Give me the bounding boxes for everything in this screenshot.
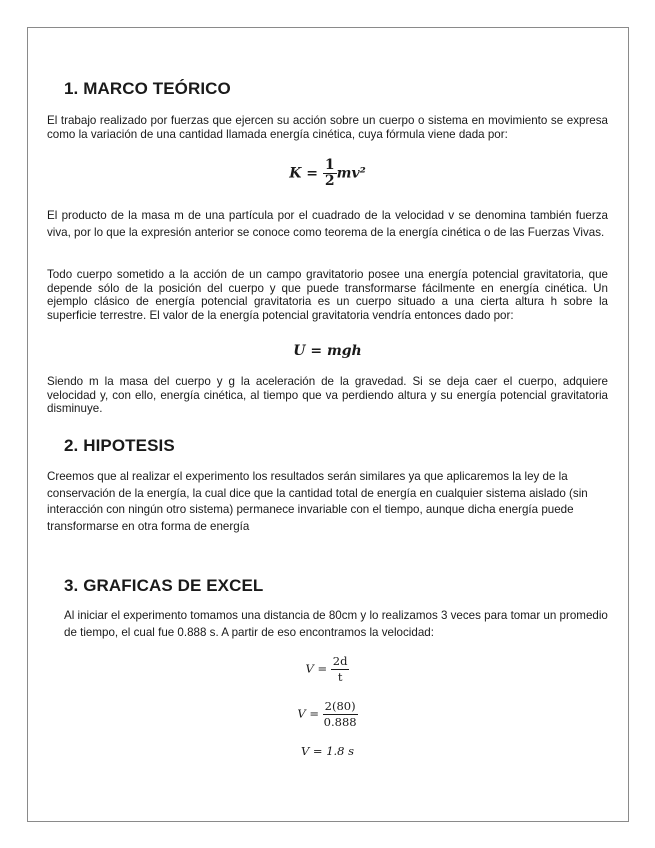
heading-hipotesis: 2. HIPOTESIS	[64, 436, 175, 455]
equation-kinetic-energy	[0, 158, 655, 189]
eq3-lhs: V =	[305, 661, 328, 676]
equation-potential-energy: U = mgh	[293, 343, 362, 359]
paragraph-marco-1: El trabajo realizado por fuerzas que ejercen su acción sobre un cuerpo o sistema en movimiento se expresa como la variación de una cantidad llamada energía cinética, cuya fórmula viene dada por:	[47, 114, 608, 141]
equation-velocity-result: V = 1.8 s	[300, 744, 355, 758]
paragraph-marco-4: Siendo m la masa del cuerpo y g la aceleración de la gravedad. Si se deja caer el cuerpo, adquiere velocidad y, con ello, energía cinética, al tiempo que va perdiendo altura y su energía potencial gravitatoria disminuye.	[47, 375, 608, 416]
eq1-numerator: 1	[324, 157, 335, 173]
heading-graficas-excel: 3. GRAFICAS DE EXCEL	[64, 576, 264, 595]
eq1-rhs: mv²	[336, 165, 366, 182]
eq3-fraction	[331, 654, 350, 685]
paragraph-marco-2: El producto de la masa m de una partícula por el cuadrado de la velocidad v se denomina también fuerza viva, por lo que la expresión anterior se conoce como teorema de la energía cinética o de las Fuerzas Vivas.	[47, 209, 608, 239]
eq4-fraction	[323, 699, 358, 730]
eq4-lhs: V =	[297, 706, 319, 721]
eq1-lhs: K =	[289, 165, 319, 182]
heading-marco-teorico: 1. MARCO TEÓRICO	[64, 79, 231, 98]
paragraph-graficas: Al iniciar el experimento tomamos una distancia de 80cm y lo realizamos 3 veces para tomar un promedio de tiempo, el cual fue 0.888 s. A partir de eso encontramos la velocidad:	[64, 609, 608, 639]
eq1-denominator: 2	[324, 173, 335, 189]
paragraph-hipotesis: Creemos que al realizar el experimento los resultados serán similares ya que aplicaremos la ley de la conservación de la energía, la cual dice que la cantidad total de energía en cualquier sistema aislado (sin interacción con ningún otro sistema) permanece invariable con el tiempo, aunque dicha energía puede transformarse en otra forma de energía	[47, 470, 588, 533]
eq1-fraction	[323, 158, 337, 189]
paragraph-marco-3: Todo cuerpo sometido a la acción de un campo gravitatorio posee una energía potencial gravitatoria, que depende sólo de la posición del cuerpo y que puede transformarse fácilmente en energía cinética. Un ejemplo clásico de energía potencial gravitatoria es un cuerpo situado a una cierta altura h sobre la superficie terrestre. El valor de la energía potencial gravitatoria vendría entonces dado por:	[47, 268, 608, 322]
eq4-denominator: 0.888	[323, 715, 357, 729]
eq3-numerator: 2d	[332, 654, 348, 668]
equation-velocity-formula	[0, 654, 655, 685]
eq4-numerator: 2(80)	[324, 699, 356, 713]
equation-velocity-substitution	[0, 699, 655, 730]
eq3-denominator: t	[337, 670, 343, 684]
